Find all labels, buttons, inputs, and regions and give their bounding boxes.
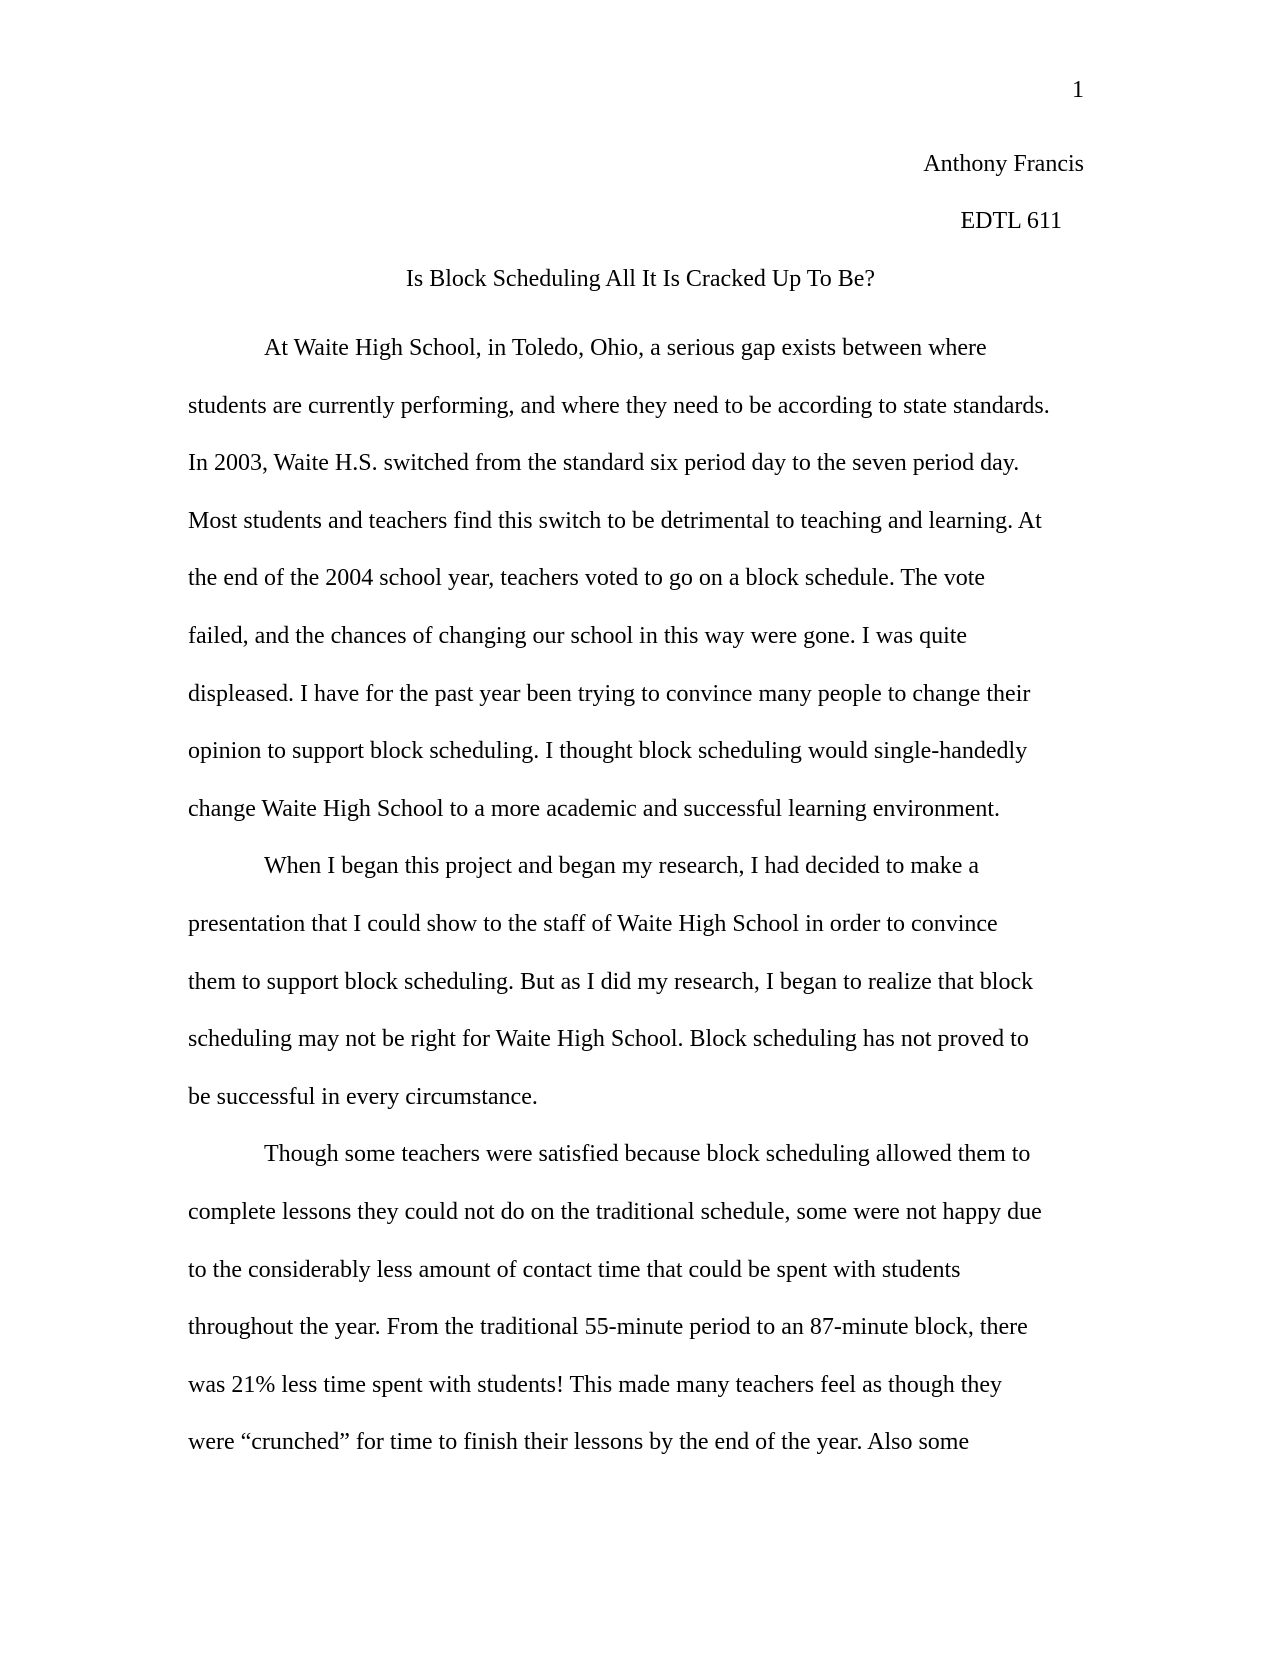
paragraph-line: When I began this project and began my research, I had decided to make a bbox=[264, 853, 980, 880]
paragraph-line: the end of the 2004 school year, teachers voted to go on a block schedule. The vote bbox=[188, 565, 986, 592]
paragraph-line: complete lessons they could not do on the traditional schedule, some were not happy due bbox=[188, 1198, 1042, 1225]
paragraph-line: scheduling may not be right for Waite High School. Block scheduling has not proved to bbox=[188, 1026, 1029, 1053]
paragraph-line: At Waite High School, in Toledo, Ohio, a serious gap exists between where bbox=[264, 335, 987, 361]
paragraph-1 bbox=[188, 320, 1093, 838]
paragraph-2 bbox=[188, 838, 1093, 1126]
paragraph-line: displeased. I have for the past year been trying to convince many people to change their bbox=[188, 680, 1031, 707]
course-code: EDTL 611 bbox=[960, 208, 1062, 234]
paragraph-line: them to support block scheduling. But as I did my research, I began to realize that block bbox=[188, 968, 1034, 995]
essay-title: Is Block Scheduling All It Is Cracked Up To Be? bbox=[405, 266, 876, 292]
paragraph-line: students are currently performing, and where they need to be according to state standards. bbox=[188, 392, 1050, 419]
paragraph-line: Though some teachers were satisfied because block scheduling allowed them to bbox=[264, 1141, 1031, 1168]
paragraph-3 bbox=[188, 1126, 1093, 1472]
paragraph-line: throughout the year. From the traditional 55-minute period to an 87-minute block, there bbox=[188, 1314, 1028, 1341]
paragraph-line: change Waite High School to a more academic and successful learning environment. bbox=[188, 795, 1001, 822]
essay-body bbox=[188, 320, 1093, 1472]
paragraph-line: failed, and the chances of changing our school in this way were gone. I was quite bbox=[188, 622, 968, 649]
paragraph-line: to the considerably less amount of contact time that could be spent with students bbox=[188, 1256, 961, 1283]
paragraph-line: opinion to support block scheduling. I thought block scheduling would single-handedly bbox=[188, 738, 1028, 765]
paragraph-line: were “crunched” for time to finish their lessons by the end of the year. Also some bbox=[188, 1429, 970, 1456]
paragraph-line: presentation that I could show to the staff of Waite High School in order to convince bbox=[188, 910, 998, 937]
paragraph-line: was 21% less time spent with students! This made many teachers feel as though they bbox=[188, 1371, 1003, 1398]
author-name: Anthony Francis bbox=[923, 151, 1084, 177]
paragraph-line: be successful in every circumstance. bbox=[188, 1083, 538, 1110]
page-number: 1 bbox=[1072, 77, 1084, 103]
paragraph-line: In 2003, Waite H.S. switched from the standard six period day to the seven period day. bbox=[188, 450, 1020, 477]
paragraph-line: Most students and teachers find this switch to be detrimental to teaching and learning. At bbox=[188, 507, 1042, 534]
